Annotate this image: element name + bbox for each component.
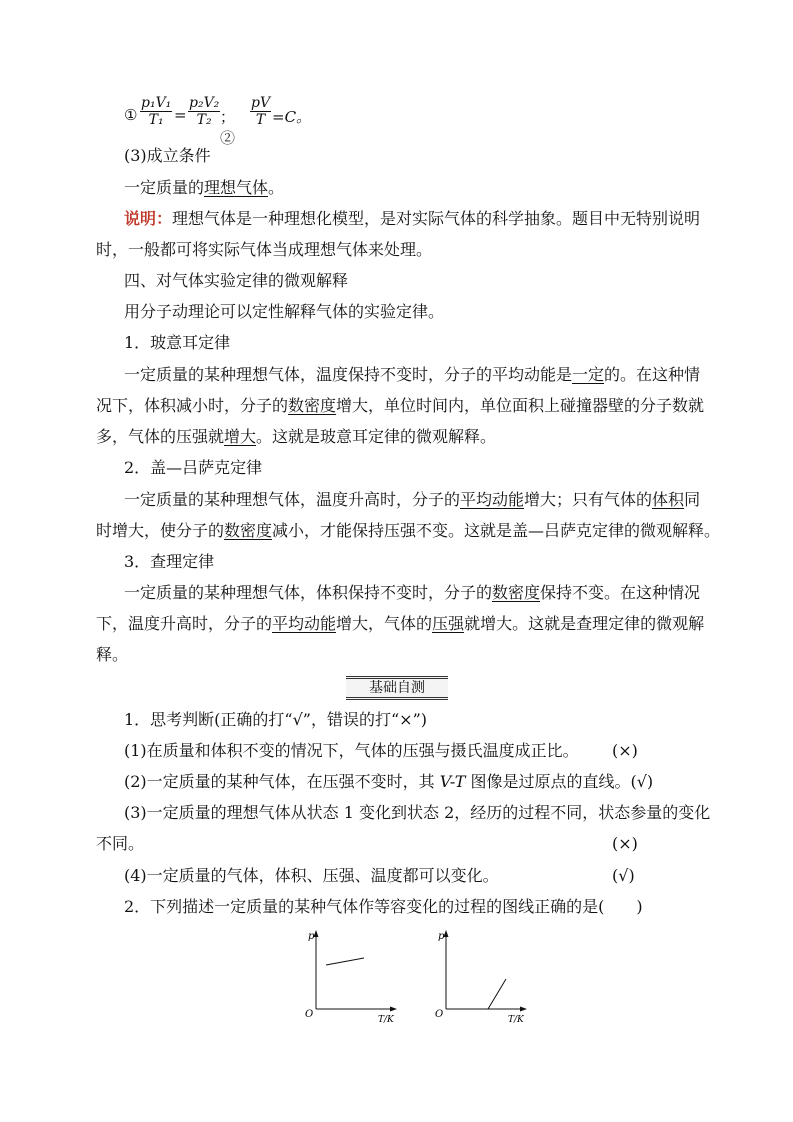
gay-lussac-line-2: 时增大，使分子的数密度减小，才能保持压强不变。这就是盖—吕萨克定律的微观解释。 — [96, 521, 721, 540]
graph-b-origin-label: O — [435, 1009, 444, 1020]
fraction-3 — [250, 96, 271, 128]
q2-title: 2．下列描述一定质量的某种气体作等容变化的过程的图线正确的是( ) — [124, 897, 643, 916]
boyle-line-1: 一定质量的某种理想气体，温度保持不变时，分子的平均动能是一定的。在这种情 — [124, 365, 701, 384]
graph-b-line — [488, 979, 506, 1009]
self-test-banner: 基础自测 — [346, 676, 448, 700]
fraction-1 — [140, 96, 172, 128]
boyle-heading: 1．玻意耳定律 — [124, 333, 231, 352]
graph-b-p-label: p — [438, 931, 445, 942]
q1-item-3: (3)一定质量的理想气体从状态 1 变化到状态 2，经历的过程不同，状态参量的变化 — [124, 803, 711, 822]
charles-heading: 3．查理定律 — [124, 552, 215, 571]
fraction-1-numerator: p₁V₁ — [141, 95, 172, 111]
q1-mark-4: (√) — [612, 866, 635, 885]
graph-a-line — [326, 958, 364, 965]
q1-mark-3: (×) — [612, 834, 638, 853]
fraction-2-denominator: T₂ — [196, 112, 212, 128]
q1-item-3-cont: 不同。 — [96, 834, 145, 853]
answer-ideal-gas: 理想气体 — [204, 178, 269, 197]
fraction-3-denominator: T — [255, 112, 266, 128]
graph-a-t-label: T/K — [378, 1015, 394, 1025]
q1-item-1: (1)在质量和体积不变的情况下，气体的压强与摄氏温度成正比。 — [124, 741, 579, 760]
fraction-2-numerator: p₂V₂ — [189, 95, 220, 111]
gay-lussac-line-1: 一定质量的某种理想气体，温度升高时，分子的平均动能增大；只有气体的体积同 — [124, 490, 701, 509]
section-4-intro: 用分子动理论可以定性解释气体的实验定律。 — [124, 302, 445, 321]
fraction-3-numerator: pV — [251, 95, 271, 111]
q1-title: 1．思考判断(正确的打“√”，错误的打“×”) — [124, 710, 427, 729]
formula-separator: ；② — [220, 108, 236, 147]
graph-b — [430, 925, 540, 1025]
condition-heading: (3)成立条件 — [124, 146, 211, 165]
note-line-1: 说明：理想气体是一种理想化模型，是对实际气体的科学抽象。题目中无特别说明 — [124, 209, 701, 228]
charles-line-3: 释。 — [96, 645, 129, 664]
graph-a-origin-label: O — [305, 1009, 314, 1020]
condition-text: 一定质量的理想气体。 — [124, 178, 285, 197]
formula-number-1: ① — [124, 106, 138, 124]
fraction-1-denominator: T₁ — [148, 112, 164, 128]
gay-lussac-heading: 2．盖—吕萨克定律 — [124, 458, 263, 477]
note-label: 说明： — [124, 209, 173, 228]
note-line-2: 时，一般都可将实际气体当成理想气体来处理。 — [96, 240, 433, 259]
boyle-line-2: 况下，体积减小时，分子的数密度增大，单位时间内，单位面积上碰撞器壁的分子数就 — [96, 396, 705, 415]
graph-a-x-arrow — [390, 1007, 397, 1012]
equals-sign: = — [174, 106, 187, 124]
graph-a — [300, 925, 410, 1025]
fraction-2 — [188, 96, 220, 128]
graph-b-t-label: T/K — [508, 1015, 524, 1025]
charles-line-2: 下，温度升高时，分子的平均动能增大，气体的压强就增大。这就是查理定律的微观解 — [96, 614, 705, 633]
graph-a-p-label: p — [308, 931, 315, 942]
q1-item-2: (2)一定质量的某种气体，在压强不变时，其 V-T 图像是过原点的直线。(√) — [124, 772, 654, 791]
formula-tail: =C。 — [272, 108, 312, 126]
q1-mark-1: (×) — [612, 741, 638, 760]
boyle-line-3: 多，气体的压强就增大。这就是玻意耳定律的微观解释。 — [96, 427, 497, 446]
graph-b-x-arrow — [520, 1007, 527, 1012]
section-4-heading: 四、对气体实验定律的微观解释 — [124, 271, 349, 290]
charles-line-1: 一定质量的某种理想气体，体积保持不变时，分子的数密度保持不变。在这种情况 — [124, 583, 701, 602]
q1-item-4: (4)一定质量的气体，体积、压强、温度都可以变化。 — [124, 866, 499, 885]
